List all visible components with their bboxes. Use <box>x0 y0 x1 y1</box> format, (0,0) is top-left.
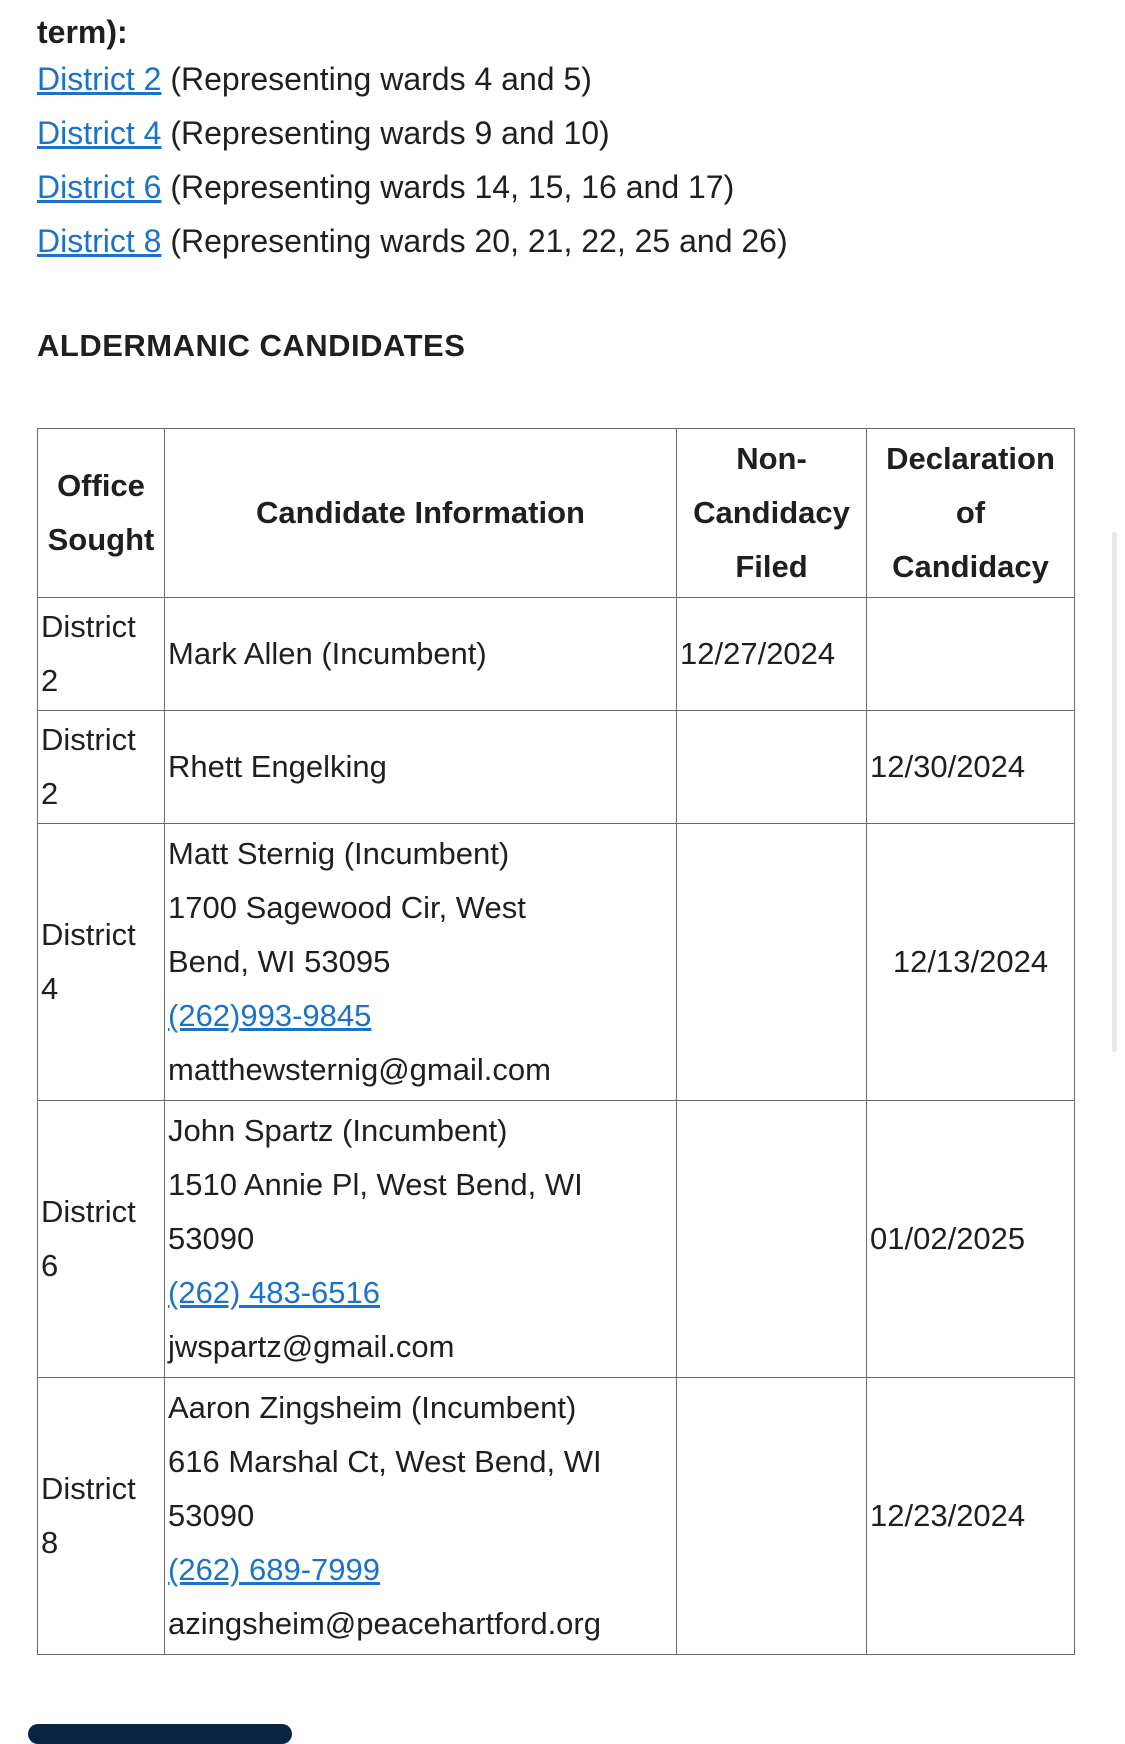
candidate-address: 53090 <box>168 1498 255 1533</box>
candidate-address: 1510 Annie Pl, West Bend, WI <box>168 1167 583 1202</box>
candidate-cell <box>165 824 677 1101</box>
district-2-desc: (Representing wards 4 and 5) <box>161 61 592 97</box>
table-row <box>38 1378 1075 1655</box>
candidate-email: jwspartz@gmail.com <box>168 1329 455 1364</box>
district-4-desc: (Representing wards 9 and 10) <box>161 115 610 151</box>
candidate-phone-link[interactable]: (262) 483-6516 <box>168 1275 380 1310</box>
noncandidacy-cell <box>677 824 867 1101</box>
candidate-cell <box>165 1378 677 1655</box>
list-item <box>37 214 1125 268</box>
candidate-name: Rhett Engelking <box>168 749 387 784</box>
list-item <box>37 106 1125 160</box>
candidate-phone-link[interactable]: (262) 689-7999 <box>168 1552 380 1587</box>
candidate-address: 1700 Sagewood Cir, West <box>168 890 526 925</box>
scrollbar-track[interactable] <box>1112 532 1117 1052</box>
header-text: Office <box>57 468 145 503</box>
candidates-table <box>37 428 1075 1655</box>
header-declaration <box>867 429 1075 598</box>
declaration-cell <box>867 598 1075 711</box>
section-title: ALDERMANIC CANDIDATES <box>37 328 466 363</box>
district-6-desc: (Representing wards 14, 15, 16 and 17) <box>161 169 735 205</box>
office-text: 2 <box>41 663 59 698</box>
district-8-link[interactable]: District 8 <box>37 223 162 259</box>
noncandidacy-cell <box>677 711 867 824</box>
candidate-address: Bend, WI 53095 <box>168 944 391 979</box>
header-text: Candidacy <box>693 495 850 530</box>
candidate-name: Matt Sternig (Incumbent) <box>168 836 510 871</box>
page-content <box>0 12 1125 1655</box>
noncandidacy-cell <box>677 1101 867 1378</box>
noncandidacy-cell: 12/27/2024 <box>677 598 867 711</box>
candidate-phone-link[interactable]: (262)993-9845 <box>168 998 372 1033</box>
term-heading: term): <box>37 14 128 50</box>
header-text: of <box>955 495 986 530</box>
district-2-link[interactable]: District 2 <box>37 61 162 97</box>
office-text: District <box>41 1471 136 1506</box>
header-text: Candidacy <box>892 549 1049 584</box>
declaration-cell: 01/02/2025 <box>867 1101 1075 1378</box>
bottom-button-edge[interactable] <box>28 1724 292 1744</box>
table-row <box>38 711 1075 824</box>
office-text: District <box>41 722 136 757</box>
declaration-cell: 12/23/2024 <box>867 1378 1075 1655</box>
office-text: District <box>41 609 136 644</box>
candidate-address: 53090 <box>168 1221 255 1256</box>
header-candidate-information <box>165 429 677 598</box>
table-header-row <box>38 429 1075 598</box>
district-list <box>37 52 1125 268</box>
declaration-cell: 12/30/2024 <box>867 711 1075 824</box>
office-text: 2 <box>41 776 59 811</box>
office-cell <box>38 1101 165 1378</box>
candidate-email: matthewsternig@gmail.com <box>168 1052 551 1087</box>
header-text: Sought <box>47 522 155 557</box>
office-cell <box>38 598 165 711</box>
office-text: 6 <box>41 1248 59 1283</box>
list-item <box>37 160 1125 214</box>
office-text: District <box>41 917 136 952</box>
list-item <box>37 52 1125 106</box>
district-4-link[interactable]: District 4 <box>37 115 162 151</box>
office-cell <box>38 711 165 824</box>
office-text: 8 <box>41 1525 59 1560</box>
declaration-cell: 12/13/2024 <box>867 824 1075 1101</box>
header-text: Non- <box>736 441 807 476</box>
table-row <box>38 1101 1075 1378</box>
candidate-cell <box>165 598 677 711</box>
office-text: 4 <box>41 971 59 1006</box>
header-text: Declaration <box>886 441 1055 476</box>
district-6-link[interactable]: District 6 <box>37 169 162 205</box>
office-text: District <box>41 1194 136 1229</box>
header-non-candidacy <box>677 429 867 598</box>
candidate-cell <box>165 1101 677 1378</box>
office-cell <box>38 824 165 1101</box>
table-row <box>38 824 1075 1101</box>
header-office-sought <box>38 429 165 598</box>
candidate-name: Mark Allen (Incumbent) <box>168 636 487 671</box>
candidate-cell <box>165 711 677 824</box>
candidate-name: Aaron Zingsheim (Incumbent) <box>168 1390 577 1425</box>
table-row <box>38 598 1075 711</box>
header-text: Candidate Information <box>256 495 585 530</box>
header-text: Filed <box>735 549 808 584</box>
noncandidacy-cell <box>677 1378 867 1655</box>
district-8-desc: (Representing wards 20, 21, 22, 25 and 26) <box>161 223 788 259</box>
candidate-email: azingsheim@peacehartford.org <box>168 1606 601 1641</box>
office-cell <box>38 1378 165 1655</box>
candidate-name: John Spartz (Incumbent) <box>168 1113 508 1148</box>
candidate-address: 616 Marshal Ct, West Bend, WI <box>168 1444 602 1479</box>
